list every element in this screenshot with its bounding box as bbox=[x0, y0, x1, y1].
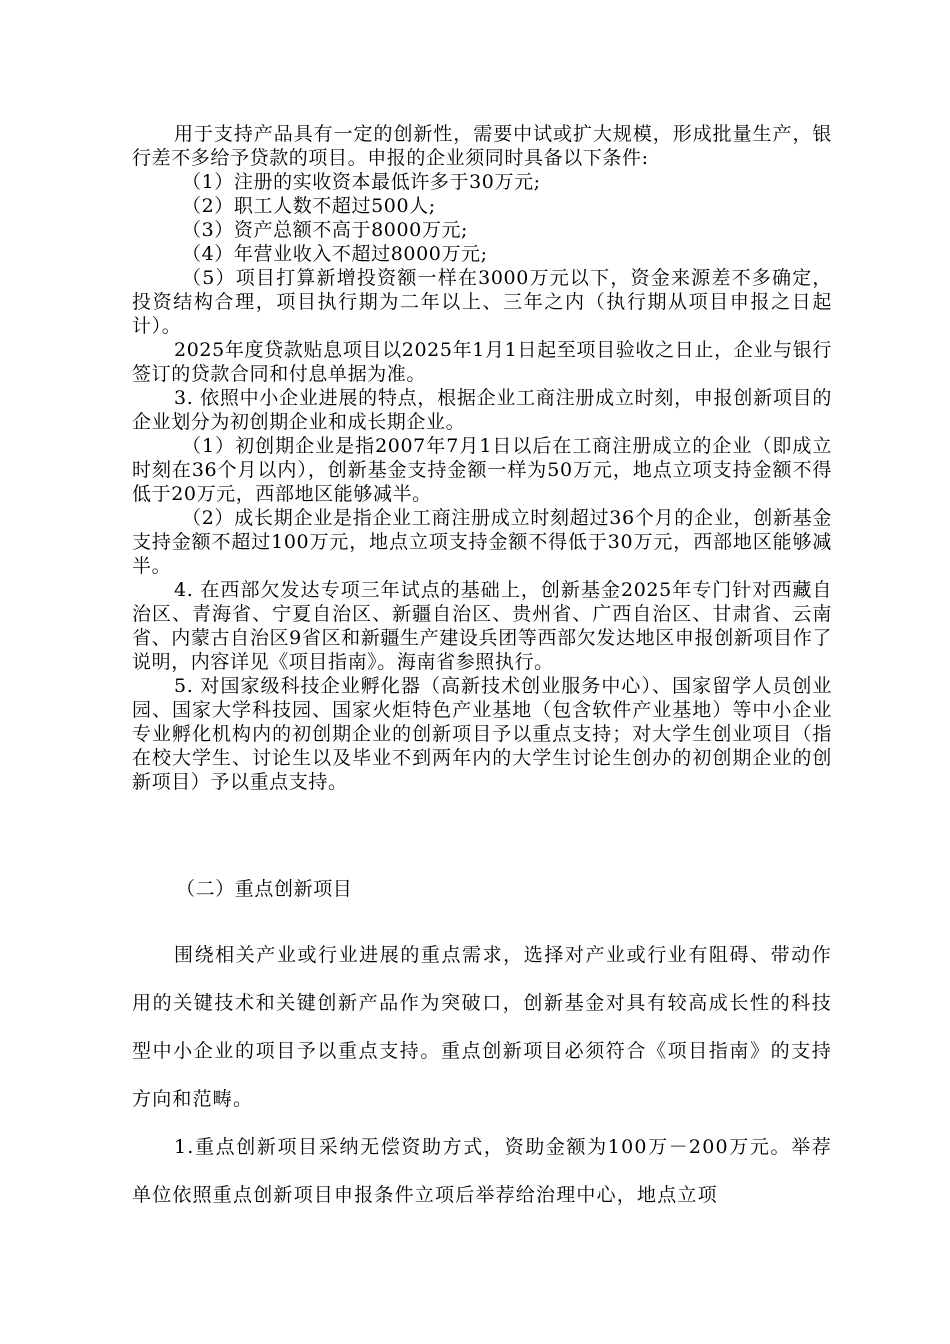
paragraph-loan-intro: 用于支持产品具有一定的创新性，需要中试或扩大规模，形成批量生产，银行差不多给予贷款的项目。申报的企业须同时具备以下条件: bbox=[132, 123, 832, 169]
condition-5: （5）项目打算新增投资额一样在3000万元以下，资金来源差不多确定，投资结构合理，项目执行期为二年以上、三年之内（执行期从项目申报之日起计）。 bbox=[132, 267, 832, 337]
paragraph-key-projects: 围绕相关产业或行业进展的重点需求，选择对产业或行业有阻碍、带动作用的关键技术和关键创新产品作为突破口，创新基金对具有较高成长性的科技型中小企业的项目予以重点支持。重点创新项目必须符合《项目指南》的支持方向和范畴。 bbox=[132, 944, 832, 1110]
condition-4: （4）年营业收入不超过8000万元; bbox=[182, 243, 488, 265]
paragraph-interest-subsidy: 2025年度贷款贴息项目以2025年1月1日起至项目验收之日止，企业与银行签订的贷款合同和付息单据为准。 bbox=[132, 339, 832, 385]
document-body-loose bbox=[132, 931, 832, 1219]
paragraph-item-5: 5. 对国家级科技企业孵化器（高新技术创业服务中心）、国家留学人员创业园、国家大学科技园、国家火炬特色产业基地（包含软件产业基地）等中小企业专业孵化机构内的初创期企业的创新项目予以重点支持；对大学生创业项目（指在校大学生、讨论生以及毕业不到两年内的大学生讨论生创办的初创期企业的创新项目）予以重点支持。 bbox=[132, 675, 832, 793]
paragraph-item-4: 4. 在西部欠发达专项三年试点的基础上，创新基金2025年专门针对西藏自治区、青海省、宁夏自治区、新疆自治区、贵州省、广西自治区、甘肃省、云南省、内蒙古自治区9省区和新疆生产建设兵团等西部欠发达地区申报创新项目作了说明，内容详见《项目指南》。海南省参照执行。 bbox=[132, 579, 832, 673]
condition-2: （2）职工人数不超过500人; bbox=[182, 195, 436, 217]
paragraph-growth-stage: （2）成长期企业是指企业工商注册成立时刻超过36个月的企业，创新基金支持金额不超过100万元，地点立项支持金额不得低于30万元，西部地区能够减半。 bbox=[132, 507, 832, 577]
paragraph-startup-stage: （1）初创期企业是指2007年7月1日以后在工商注册成立的企业（即成立时刻在36个月以内），创新基金支持金额一样为50万元，地点立项支持金额不得低于20万元，西部地区能够减半。 bbox=[132, 435, 832, 505]
paragraph-key-projects-item-1: 1.重点创新项目采纳无偿资助方式，资助金额为100万－200万元。举荐单位依照重点创新项目申报条件立项后举荐给治理中心，地点立项 bbox=[132, 1136, 832, 1206]
section-heading: （二）重点创新项目 bbox=[176, 878, 353, 900]
condition-3: （3）资产总额不高于8000万元; bbox=[182, 219, 469, 241]
paragraph-item-3: 3. 依照中小企业进展的特点，根据企业工商注册成立时刻，申报创新项目的企业划分为初创期企业和成长期企业。 bbox=[132, 387, 832, 433]
document-body-dense bbox=[132, 122, 832, 794]
condition-1: （1）注册的实收资本最低许多于30万元; bbox=[182, 171, 541, 193]
